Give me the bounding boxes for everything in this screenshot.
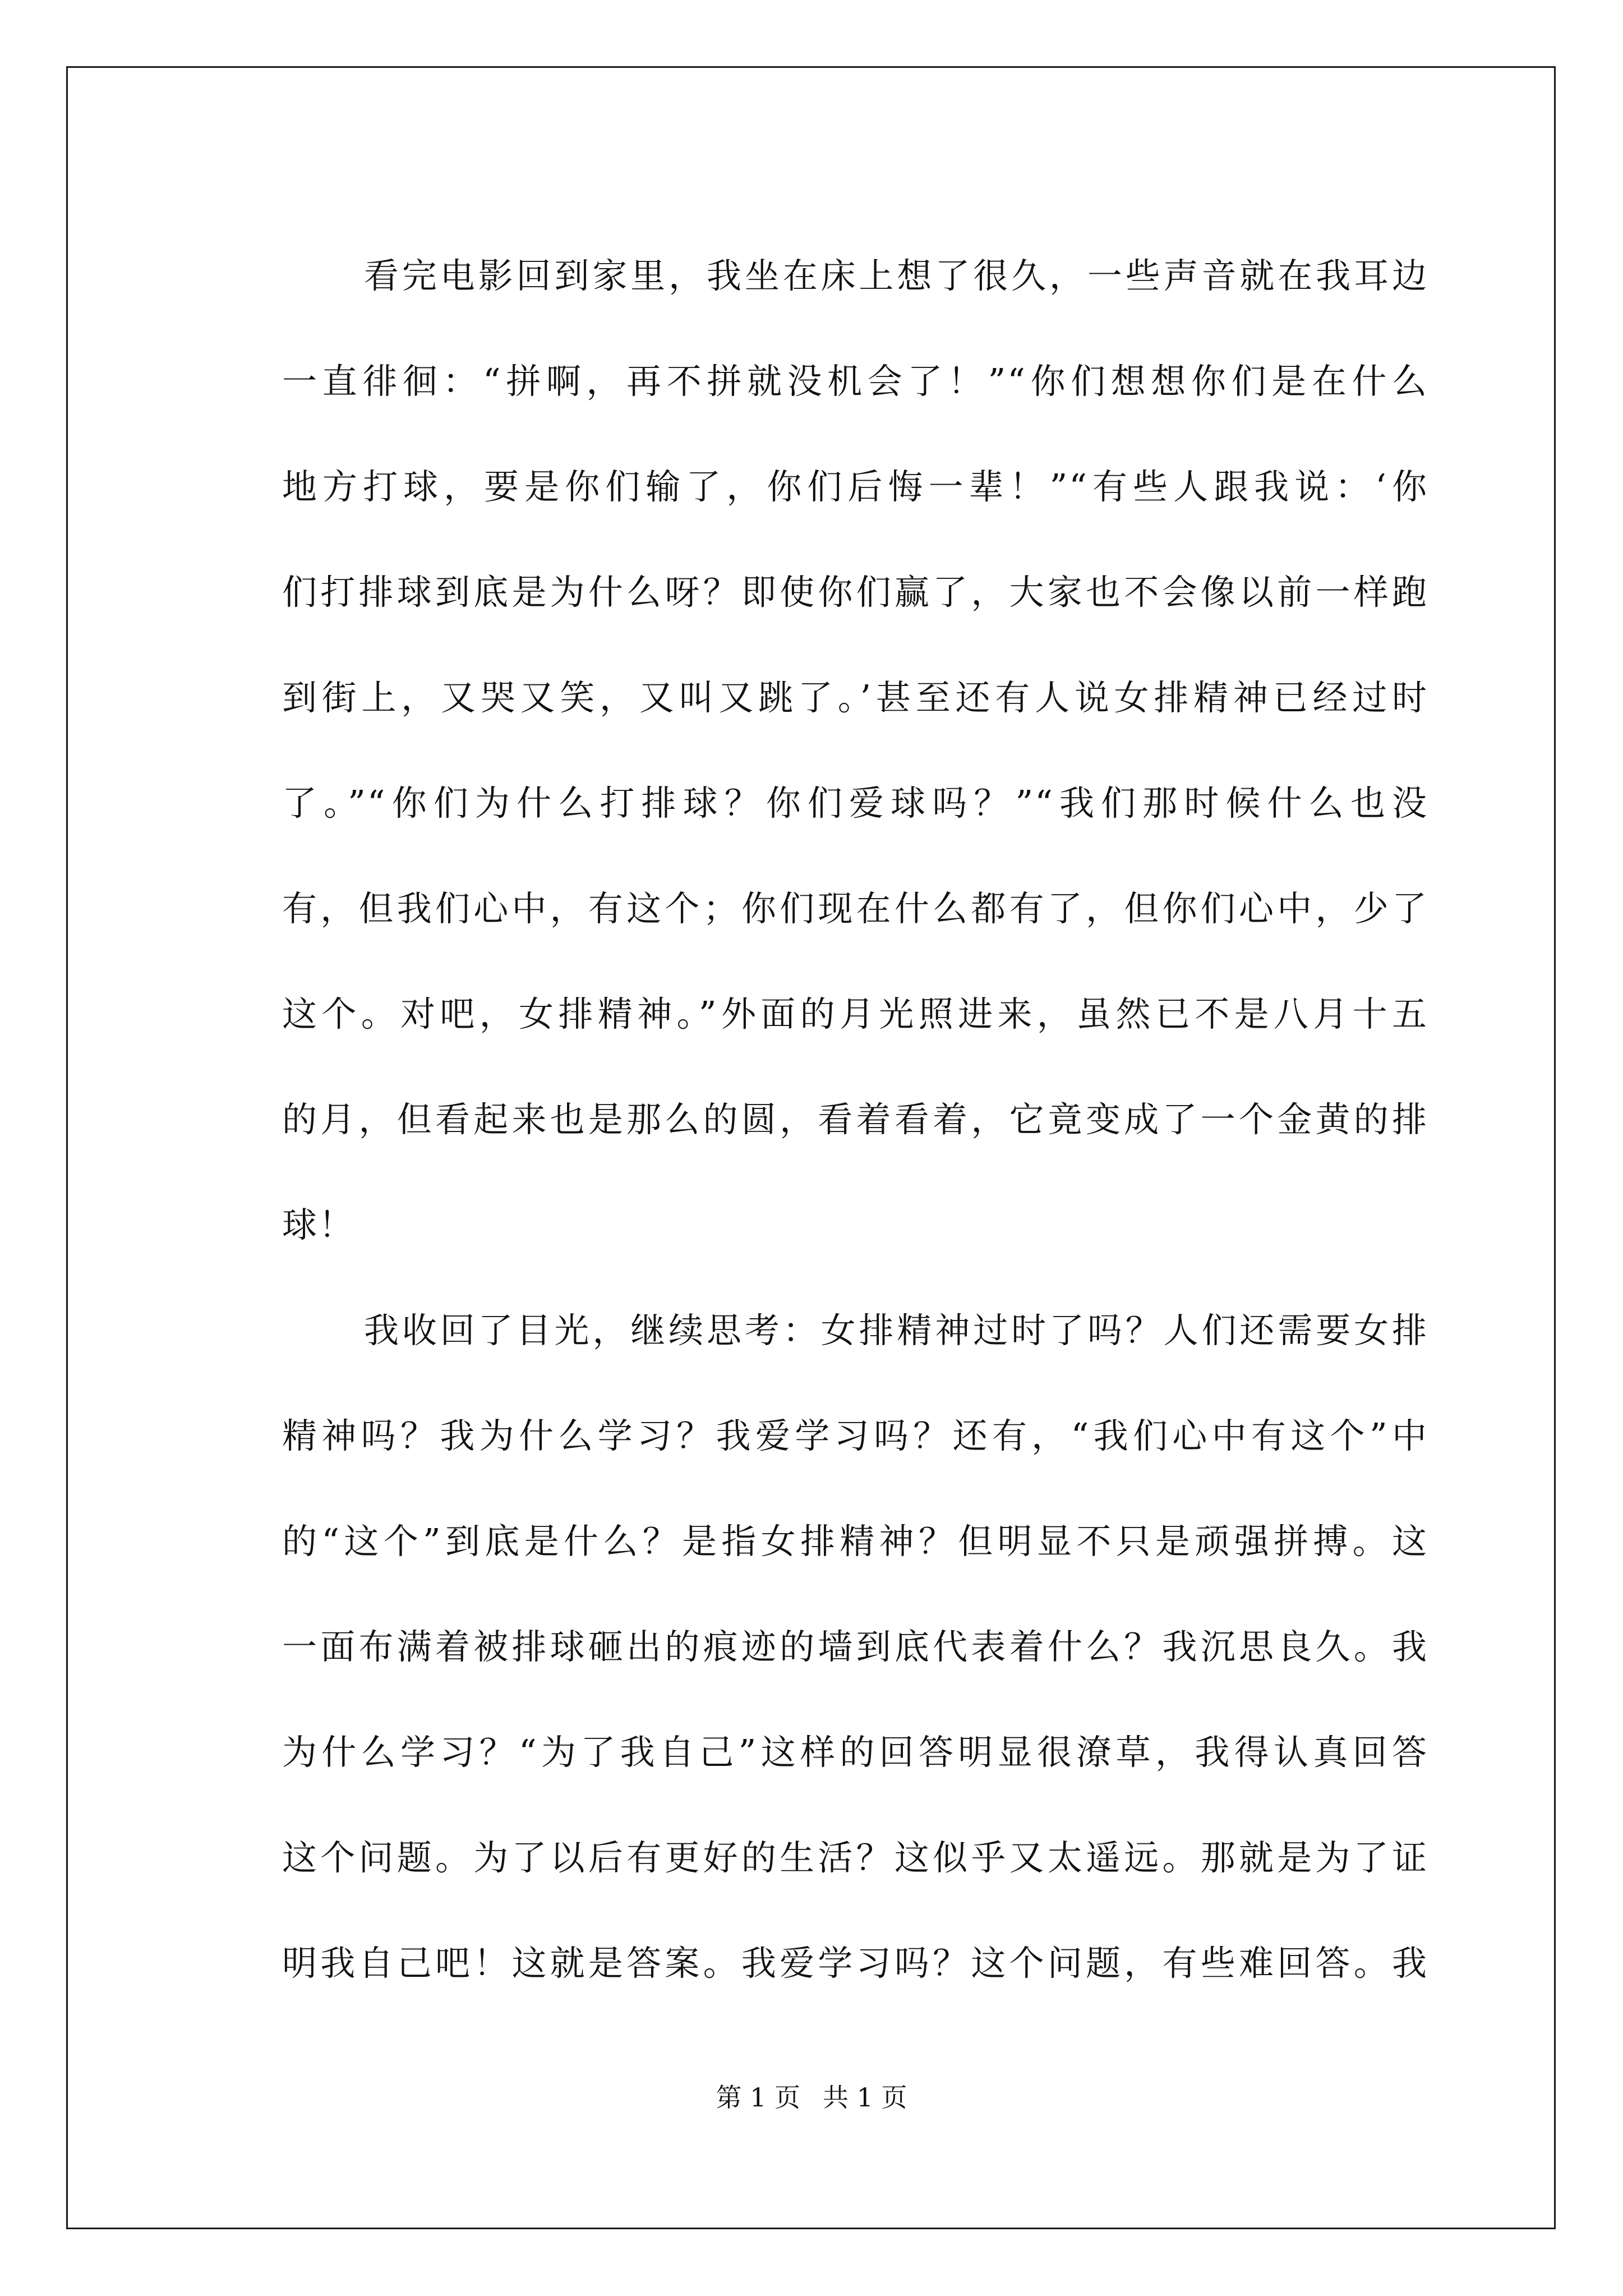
text-line: 们打排球到底是为什么呀？即使你们赢了，大家也不会像以前一样跑 — [282, 572, 1428, 613]
text-line: 精神吗？我为什么学习？我爱学习吗？还有，“我们心中有这个”中 — [282, 1415, 1428, 1456]
page-number-label: 第 1 页 — [716, 2082, 800, 2113]
text-line: 有，但我们心中，有这个；你们现在什么都有了，但你们心中，少了 — [282, 888, 1428, 929]
page-footer — [0, 2077, 1623, 2114]
text-line: 的月，但看起来也是那么的圆，看着看着，它竟变成了一个金黄的排 — [282, 1099, 1428, 1140]
text-line: 看完电影回到家里，我坐在床上想了很久，一些声音就在我耳边 — [364, 255, 1428, 296]
text-line: 地方打球，要是你们输了，你们后悔一辈！”“有些人跟我说：‘你 — [282, 466, 1428, 507]
text-line: 到街上，又哭又笑，又叫又跳了。’甚至还有人说女排精神已经过时 — [282, 677, 1428, 718]
text-line: 明我自己吧！这就是答案。我爱学习吗？这个问题，有些难回答。我 — [282, 1943, 1428, 1984]
text-line: 为什么学习？“为了我自己”这样的回答明显很潦草，我得认真回答 — [282, 1732, 1428, 1773]
text-line: 这个。对吧，女排精神。”外面的月光照进来，虽然已不是八月十五 — [282, 993, 1428, 1034]
text-line: 一面布满着被排球砸出的痕迹的墙到底代表着什么？我沉思良久。我 — [282, 1626, 1428, 1667]
document-body — [200, 223, 1428, 2016]
text-line: 我收回了目光，继续思考：女排精神过时了吗？人们还需要女排 — [364, 1310, 1428, 1351]
total-pages-label: 共 1 页 — [823, 2082, 907, 2113]
text-line: 一直徘徊：“拼啊，再不拼就没机会了！”“你们想想你们是在什么 — [282, 361, 1428, 402]
text-line: 球！ — [282, 1204, 356, 1245]
text-line: 了。”“你们为什么打排球？你们爱球吗？”“我们那时候什么也没 — [282, 783, 1428, 823]
paragraph-1 — [200, 223, 1428, 1278]
text-line: 这个问题。为了以后有更好的生活？这似乎又太遥远。那就是为了证 — [282, 1837, 1428, 1878]
text-line: 的“这个”到底是什么？是指女排精神？但明显不只是顽强拼搏。这 — [282, 1521, 1428, 1562]
paragraph-2 — [200, 1278, 1428, 2016]
